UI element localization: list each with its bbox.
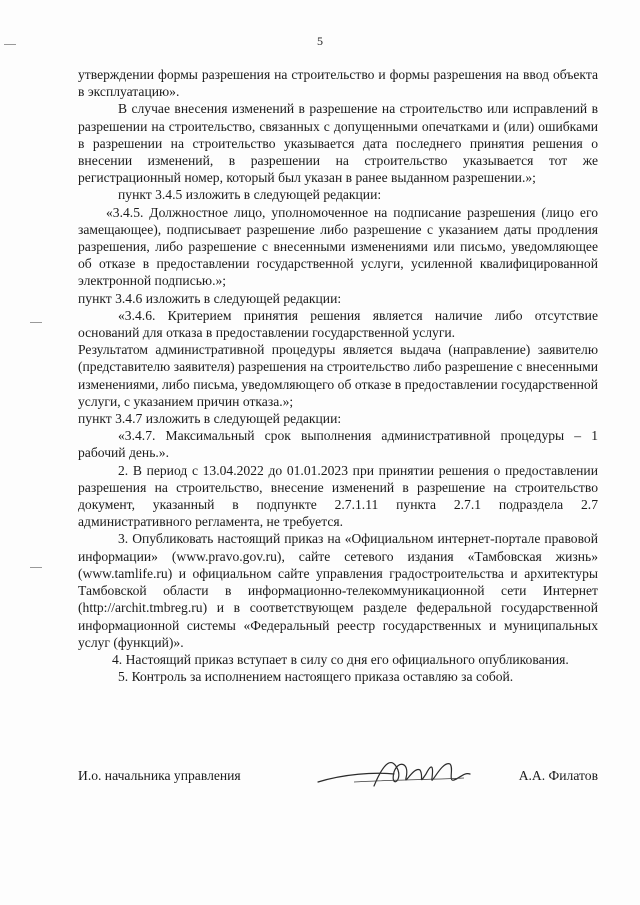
paragraph: пункт 3.4.7 изложить в следующей редакции:	[78, 411, 342, 427]
paragraph: пункт 3.4.6 изложить в следующей редакции:	[78, 290, 342, 306]
paragraph: 3. Опубликовать настоящий приказ на «Официальном интернет-портале правовой информации» (www.pravo.gov.ru), сайте сетевого издания «Тамбовская жизнь» (www.tamlife.ru) и официальном сайте управления градостроительства и архитектуры Тамбовской области в информационно-телекоммуникационной сети Интернет (http://archit.tmbreg.ru) и в соответствующем разделе федеральной государственной информационной системы «Федеральный реестр государственных и муниципальных услуг (функций)».	[78, 531, 598, 650]
paragraph: В случае внесения изменений в разрешение на строительство или исправлений в разрешении на строительство, связанных с допущенными опечатками и (или) ошибками в разрешении на строительство указывается дата последнего принятия решения о внесении изменений, в разрешении на строительство указывается тот же регистрационный номер, который был указан в ранее выданном разрешении.»;	[78, 101, 598, 186]
margin-mark	[4, 44, 16, 45]
paragraph: 5. Контроль за исполнением настоящего приказа оставляю за собой.	[118, 669, 514, 685]
paragraph: 4. Настоящий приказ вступает в силу со дня его официального опубликования.	[112, 651, 569, 667]
margin-mark	[30, 322, 42, 323]
paragraph: «3.4.6. Критерием принятия решения является наличие либо отсутствие оснований для отказа в предоставлении государственной услуги.	[78, 307, 598, 341]
signatory-name: А.А. Филатов	[518, 768, 598, 783]
margin-mark	[30, 567, 42, 568]
paragraph: «3.4.5. Должностное лицо, уполномоченное на подписание разрешения (лицо его замещающее), подписывает разрешение либо разрешение с указанием даты продления разрешения, либо разрешение с внесенными изменениями или письмо, уведомляющее об отказе в предоставлении государственной услуги, усиленной квалифицированной электронной подписью.»;	[78, 204, 598, 289]
signature-block	[78, 764, 598, 804]
paragraph: утверждении формы разрешения на строительство и формы разрешения на ввод объекта в эксплуатацию».	[78, 67, 598, 100]
paragraph: «3.4.7. Максимальный срок выполнения административной процедуры – 1 рабочий день.».	[78, 428, 598, 461]
page-number: 5	[317, 34, 323, 48]
handwritten-signature	[314, 752, 484, 794]
paragraph: Результатом административной процедуры является выдача (направление) заявителю (представителю заявителя) разрешения на строительство либо разрешение с внесенными изменениями, либо письма, уведомляющего об отказе в предоставлении государственной услуги, с указанием причин отказа.»;	[78, 342, 598, 409]
paragraph: 2. В период с 13.04.2022 до 01.01.2023 при принятии решения о предоставлении разрешения на строительство, внесение изменений в разрешение на строительство документ, указанный в подпункте 2.7.1.11 пункта 2.7.1 подраздела 2.7 административного регламента, не требуется.	[78, 462, 598, 530]
signatory-position: И.о. начальника управления	[78, 768, 241, 783]
paragraph: пункт 3.4.5 изложить в следующей редакции:	[118, 187, 382, 203]
document-body	[78, 66, 598, 685]
